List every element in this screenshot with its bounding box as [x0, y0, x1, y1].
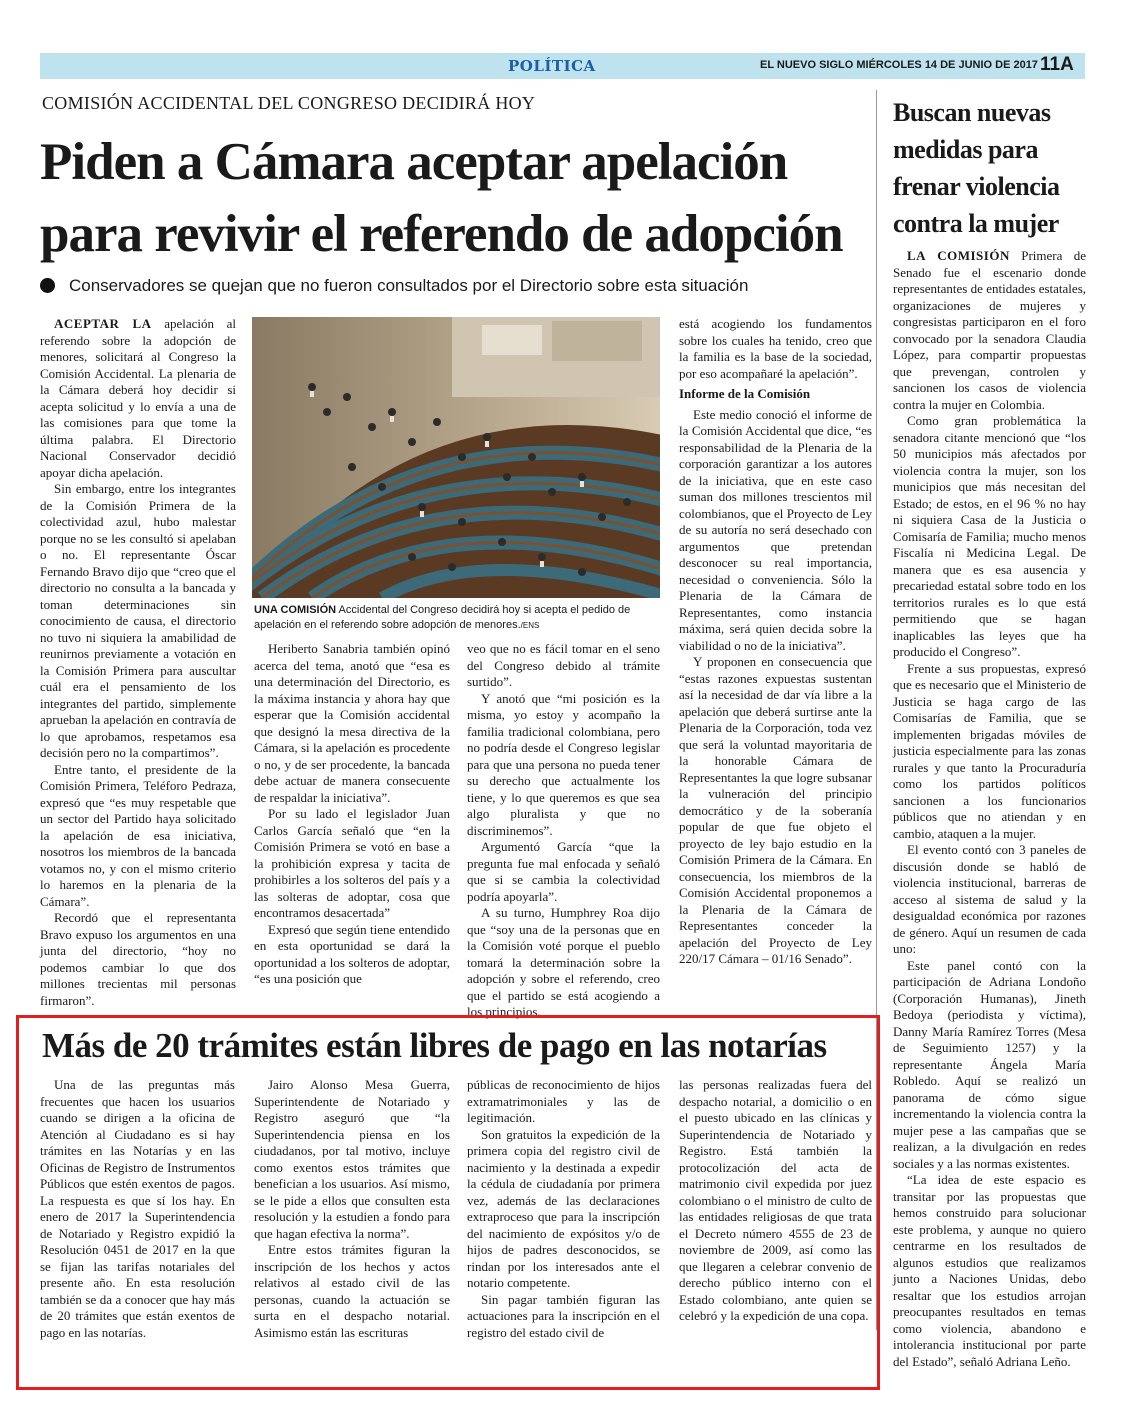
paragraph: Heriberto Sanabria también opinó acerca del tema, anotó que “esa es una determinación del Directorio, es la máxima instancia y ahora hay que esperar que la Comisión accidental que designó la mesa directiva de la Cámara, si la apelación es procedente o no, y de ser procedente, la bancada debe actuar de manera consecuente de respaldar la iniciativa”.: [254, 641, 450, 805]
article-subhead: [40, 276, 870, 296]
photo-credit: /ENS: [520, 621, 540, 630]
paragraph: veo que no es fácil tomar en el seno del Congreso debido al trámite surtido”.: [467, 641, 660, 689]
notary-column-1: [40, 1077, 235, 1341]
paragraph: “La idea de este espacio es transitar por las propuestas que hemos construido para solucionar este problema, y aunque no quiero centrarme en los resultados de algunos estudios que realizamos junto a Naciones Unidas, debo resaltar que los estudios arrojan preocupantes resultados en temas como violencia, abandono e intolerancia institucional por parte del Estado”, señaló Adriana Leño.: [893, 1172, 1086, 1369]
bullet-icon: [40, 278, 55, 293]
paragraph: Como gran problemática la senadora citante mencionó que “los 50 municipios más afectados por violencia contra la mujer, son los municipios que más necesitan del Estado; de estos, en el 96 % no hay ni siquiera Casa de la Justicia o Comisaría de Familia; mucho menos Fiscalía ni Medicina Legal. De manera que es esa ausencia y precariedad estatal sobre todo en los territorios rurales es lo que está permitiendo que se hagan inaplicables las leyes que ha producido el Congreso”.: [893, 413, 1086, 659]
caption-lead: UNA COMISIÓN: [254, 604, 337, 616]
page-number: 11A: [1040, 54, 1074, 75]
notary-headline: Más de 20 trámites están libres de pago en las notarías: [42, 1026, 827, 1065]
main-column-3: [467, 641, 660, 1021]
congress-chamber-image: [252, 317, 660, 598]
article-headline: Piden a Cámara aceptar apelación para revivir el referendo de adopción: [40, 133, 843, 263]
main-column-2: [254, 641, 450, 988]
paragraph: las personas realizadas fuera del despacho notarial, a domicilio o en el puesto ubicado en las clínicas y Superintendencia de Notariado y Registro. Está también la protocolización del acta de matrimonio civil expedida por juez colombiano o el ministro de culto de las entidades religiosas de que trata el Decreto número 4555 de 23 de noviembre de 2009, así como las que llegaren a celebrar convenio de derecho público interno con el Estado colombiano, ante quien se celebró y la expedición de una copa.: [679, 1077, 872, 1323]
paragraph: Sin pagar también figuran las actuaciones para la inscripción en el registro del estado civil de: [467, 1291, 660, 1340]
main-column-4: [679, 316, 872, 968]
lead-caps: ACEPTAR LA: [54, 316, 152, 331]
paragraph: Por su lado el legislador Juan Carlos García señaló que “en la Comisión Primera se votó en base a la prohibición expresa y tacita de prohibirles a los solteros del país y a las solteras de adoptar, cosa que encontramos desacertada”: [254, 806, 450, 920]
article-kicker: COMISIÓN ACCIDENTAL DEL CONGRESO DECIDIRÁ HOY: [42, 93, 536, 113]
paragraph: Expresó que según tiene entendido en esta oportunidad se dará la oportunidad a los solteros de adoptar, “es una posición que: [254, 921, 450, 986]
paragraph: apelación al referendo sobre la adopción de menores, solicitará al Congreso la Comisión Accidental. La plenaria de la Cámara deberá hoy decidir si acepta solicitud y lo envía a una de las comisiones para que tome la última palabra. El Directorio Nacional Conservador decidió apoyar dicha apelación.: [40, 316, 236, 480]
photo-caption: [254, 603, 660, 633]
paragraph: Jairo Alonso Mesa Guerra, Superintendente de Notariado y Registro aseguró que “la Superintendencia piensa en los ciudadanos, por tal motivo, incluye como exentos estos trámites que benefician a los usuarios. Así mismo, se le pide a ellos que consulten esta resolución y la estudien a fondo para que hagan efectiva la norma”.: [254, 1077, 450, 1241]
main-column-1: [40, 316, 236, 1009]
caption-text: Accidental del Congreso decidirá hoy si acepta el pedido de apelación en el referendo sobre adopción de menores.: [254, 604, 631, 631]
paragraph: Son gratuitos la expedición de la primera copia del registro civil de nacimiento y la destinada a expedir la cédula de ciudadanía por primera vez, además de las declaraciones extraproceso que para la inscripción del nacimiento de expósitos y/o de hijos de padres desconocidos, se rindan por los interesados ante el notario competente.: [467, 1126, 660, 1290]
paragraph: Entre tanto, el presidente de la Comisión Primera, Teléforo Pedraza, expresó que “es muy respetable que un sector del Partido haya solicitado la apelación de esa iniciativa, nosotros los miembros de la bancada votamos no, y con el mismo criterio lo haremos en la plenaria de la Cámara”.: [40, 761, 236, 909]
paragraph: Frente a sus propuestas, expresó que es necesario que el Ministerio de Justicia se haga cargo de las Comisarías de Familia, que se implementen brigadas móviles de justicia especialmente para las zonas rurales y que tanto la Procuraduría como los partidos políticos sancionen a los funcionarios públicos que no atiendan y en cambio, ataquen a la mujer.: [893, 660, 1086, 841]
paragraph: Argumentó García “que la pregunta fue mal enfocada y señaló que si se cambia la colectividad podría apoyarla”.: [467, 839, 660, 904]
section-subhead: Informe de la Comisión: [679, 386, 811, 401]
paragraph: Y proponen en consecuencia que “estas razones expuestas sustentan así la necesidad de dar vía libre a la apelación que deberá surtirse ante la Plenaria de la Corporación, toda vez que será la voluntad mayoritaria de la honorable Cámara de Representantes la que logre subsanar la vulneración del principio democrático y de la soberanía popular de que fue objeto el proyecto de ley bajo estudio en la Comisión Primera de la Cámara. En consecuencia, los miembros de la Comisión Accidental proponemos a la Plenaria de la Cámara de Representantes conceder la apelación del Proyecto de Ley 220/17 Cámara – 01/16 Senado”.: [679, 654, 872, 966]
section-label: POLÍTICA: [508, 57, 596, 75]
paragraph: Primera de Senado fue el escenario donde representantes de entidades estatales, organizaciones de mujeres y congresistas participaron en el foro convocado por la senadora Claudia López, para compartir propuestas que prevengan, controlen y sancionen los casos de violencia contra la mujer en Colombia.: [893, 248, 1087, 412]
paragraph: Entre estos trámites figuran la inscripción de los hechos y actos relativos al estado civil de las personas, cuando la actuación se surta en el despacho notarial. Asimismo están las escrituras: [254, 1242, 450, 1340]
lead-caps: LA COMISIÓN: [907, 248, 1010, 263]
side-headline: Buscan nuevas medidas para frenar violencia contra la mujer: [893, 98, 1060, 238]
paragraph: Y anotó que “mi posición es la misma, yo estoy y acompaño la familia tradicional colombiana, pero no podría desde el Congreso legislar para que una persona no pueda tener su derecho que actualmente los tiene, y lo que queremos es que sea algo pluralista y que no discriminemos”.: [467, 690, 660, 838]
subhead-text: Conservadores se quejan que no fueron consultados por el Directorio sobre esta situación: [69, 276, 749, 295]
paragraph: está acogiendo los fundamentos sobre los cuales ha tenido, creo que la familia es la base de la sociedad, por eso acompañaré la apelación”.: [679, 316, 872, 381]
paragraph: Recordó que el representanta Bravo expuso los argumentos en una junta del directorio, “hoy no podemos cambiar lo que dos millones trecientas mil personas firmaron”.: [40, 910, 236, 1008]
paragraph: públicas de reconocimiento de hijos extramatrimoniales y las de legitimación.: [467, 1077, 660, 1125]
side-column: [893, 248, 1086, 1370]
paragraph: Una de las preguntas más frecuentes que hacen los usuarios cuando se dirigen a la oficina de Atención al Ciudadano es si hay trámites en las Notarías y en las Oficinas de Registro de Instrumentos Públicos que estén exentos de pagos. La respuesta es que sí los hay. En enero de 2017 la Superintendencia de Notariado y Registro expidió la Resolución 0451 de 2017 en la que se fijan las tarifas notariales del presente año. En esta resolución también se da a conocer que hay más de 20 trámites que están exentos de pago en las notarías.: [40, 1077, 235, 1340]
paragraph: Sin embargo, entre los integrantes de la Comisión Primera de la colectividad azul, hubo malestar porque no se les consultó si apelaban o no. El representante Óscar Fernando Bravo dijo que “creo que el directorio no consulta a la bancada y toman determinaciones sin conocimiento de causa, el directorio no tuvo ni siquiera la amabilidad de reunirnos previamente a votación en la Comisión Primera para auscultar cuál era el pensamiento de los integrantes del partido, simplemente aprueban la apelación en contravía de lo que aprobamos, respetamos esa decisión pero no la compartimos”.: [40, 481, 236, 760]
notary-column-4: [679, 1077, 872, 1325]
paragraph: Este panel contó con la participación de Adriana Londoño (Corporación Humanas), Jineth Bedoya (periodista y víctima), Danny María Ramírez Torres (Mesa de Seguimiento 1257) y la representante Ángela María Robledo. Aquí se realizó un panorama de cómo sigue incrementando la violencia contra la mujer pese a las campañas que se realizan, a la divulgación en redes sociales y a las normas existentes.: [893, 957, 1086, 1171]
paper-info: EL NUEVO SIGLO MIÉRCOLES 14 DE JUNIO DE 2017: [760, 59, 1038, 71]
paragraph: A su turno, Humphrey Roa dijo que “soy una de la personas que en la Comisión voté porque el pueblo tomará la determinación sobre la adopción y sobre el referendo, creo que el partido se está acogiendo a los principios,: [467, 905, 660, 1019]
notary-column-2: [254, 1077, 450, 1341]
paragraph: El evento contó con 3 paneles de discusión donde se habló de violencia institucional, barreras de acceso al sistema de salud y la desigualdad económica por razones de género. Aquí un resumen de cada uno:: [893, 842, 1086, 956]
congress-photo: [252, 317, 660, 598]
paragraph: Este medio conoció el informe de la Comisión Accidental que dice, “es responsabilidad de la Plenaria de la corporación garantizar a los autores de la iniciativa, que en este caso suman dos millones trescientos mil colombianos, que el Proyecto de Ley de su autoría no será desechado con argumentos que pretendan desconocer su real importancia, necesidad o conveniencia. Sólo la Plenaria de la Cámara de Representantes, como instancia máxima, será quien decida sobre la viabilidad o no de la iniciativa”.: [679, 406, 872, 653]
notary-column-3: [467, 1077, 660, 1341]
